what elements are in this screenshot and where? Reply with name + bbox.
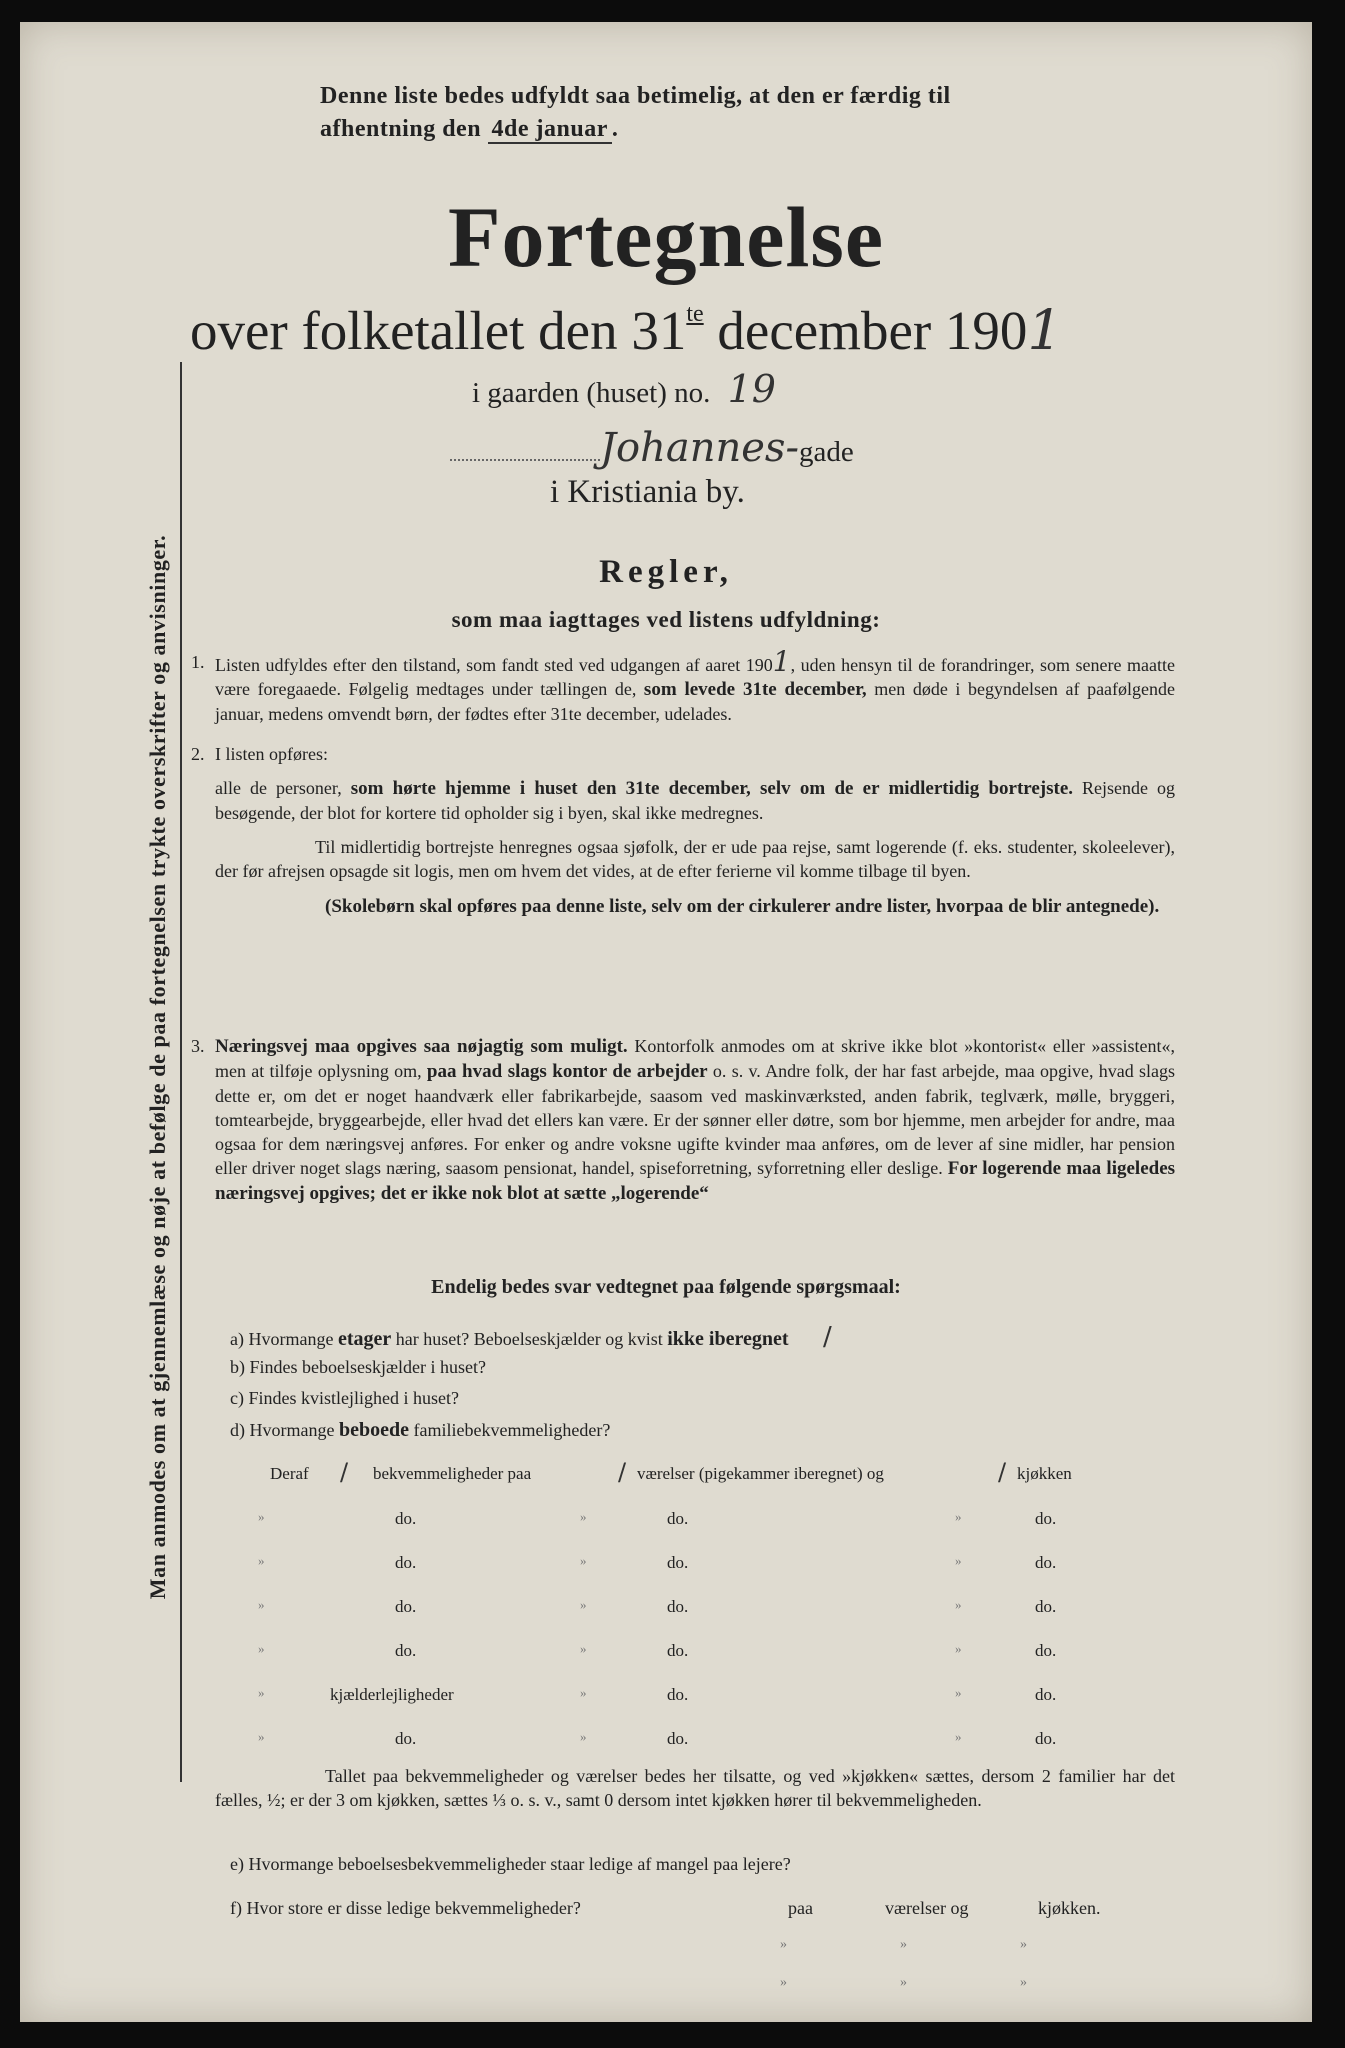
table-row-quote: »: [580, 1553, 587, 1568]
table-row-bekv: kjælderlejligheder: [330, 1685, 454, 1704]
question-d: d) Hvormange beboede familiebekvemmeligheder?: [230, 1419, 611, 1441]
notice-line2: afhentning den 4de januar .: [320, 116, 619, 142]
form-subtitle: over folketallet den $31^{te}$ december 1901: [190, 298, 1063, 362]
table-row-vaer: do.: [667, 1641, 689, 1660]
question-e: e) Hvormange beboelsesbekvemmeligheder staar ledige af mangel paa lejere?: [230, 1854, 791, 1874]
table-row-vaer: do.: [667, 1597, 689, 1616]
sidebar-instruction: Man anmodes om at gjennemlæse og nøje at befølge de paa fortegnelsen trykte overskrifter og anvisninger.: [145, 534, 170, 1600]
table-row-quote: »: [580, 1509, 587, 1524]
census-form-sheet: [20, 22, 1312, 2022]
rules-subheading: som maa iagttages ved listens udfyldning:: [451, 607, 881, 632]
table-row-bekv: do.: [395, 1509, 417, 1528]
year-handwritten: 1: [1027, 298, 1063, 362]
due-date: 4de januar: [488, 116, 612, 144]
table-row-quote: »: [258, 1509, 265, 1524]
notice: [320, 80, 1190, 146]
table-row-kjok: do.: [1035, 1597, 1057, 1616]
question-c: c) Findes kvistlejlighed i huset?: [230, 1388, 459, 1408]
final-questions-heading: Endelig bedes svar vedtegnet paa følgende spørgsmaal:: [431, 1276, 901, 1298]
table-row-bekv: do.: [395, 1641, 417, 1660]
question-f: f) Hvor store er disse ledige bekvemmeligheder? paa værelser og kjøkken.: [230, 1898, 1101, 1918]
table-row-quote: »: [258, 1685, 265, 1700]
table-row-quote: »: [258, 1729, 265, 1744]
table-row-kjok: do.: [1035, 1641, 1057, 1660]
table-row-quote: »: [580, 1729, 587, 1744]
notice-line1: Denne liste bedes udfyldt saa betimelig, at den er færdig til: [320, 83, 951, 109]
table-row-kjok: do.: [1035, 1553, 1057, 1572]
house-number-line: i gaarden (huset) no. 19: [472, 367, 776, 411]
table-row-quote: »: [955, 1597, 962, 1612]
table-row-vaer: do.: [667, 1509, 689, 1528]
table-row-vaer: do.: [667, 1685, 689, 1704]
table-row-bekv: do.: [395, 1729, 417, 1748]
table-row-kjok: do.: [1035, 1685, 1057, 1704]
table-row-vaer: do.: [667, 1729, 689, 1748]
table-row-quote: »: [955, 1729, 962, 1744]
dwellings-table: Deraf / bekvemmeligheder paa / værelser (pigekammer iberegnet) og / kjøkken » do. » do. » do. » do. » do. » do. » do. » do. » do. » do. » do. » do. » kjælderlejligheder » do. » do. » do. » do. » do.: [258, 1458, 1072, 1748]
city-line: i Kristiania by.: [550, 474, 745, 510]
table-row-kjok: do.: [1035, 1729, 1057, 1748]
street-handwritten: Johannes-: [600, 425, 799, 471]
rule-3: 3. Næringsvej maa opgives saa nøjagtig som muligt. Kontorfolk anmodes om at skrive ikke blot »kontorist« eller »assistent«, men at tilføje oplysning om, paa hvad slags kontor de arbejder o. s. v. Andre folk, der har fast arbejde, maa opgive, hvad slags dette er, om det er noget haandværk eller fabrikarbejde, saasom ved maskinværksted, anden fabrik, teglværk, mølle, bryggeri, tomtearbejde, bryggearbejde, eller hvad det ellers kan være. Er der sønner eller døtre, som bor hjemme, men arbejder for andre, maa ogsaa for dem næringsvej anføres. For enker og andre voksne ugifte kvinder maa anføres, om de lever af sine midler, har pension eller driver noget slags næring, saasom pensionat, handel, spiseforretning, syforretning eller deslige. For logerende maa ligeledes næringsvej opgives; det er ikke nok blot at sætte „logerende“: [191, 1036, 1176, 1204]
sidebar-rule: [180, 362, 182, 1782]
table-row-bekv: do.: [395, 1597, 417, 1616]
table-row-vaer: do.: [667, 1553, 689, 1572]
table-row-quote: »: [580, 1641, 587, 1656]
answer-a-mark: /: [823, 1322, 832, 1352]
street-line: Johannes-gade: [450, 425, 854, 471]
table-row-quote: »: [955, 1553, 962, 1568]
table-row-quote: »: [955, 1641, 962, 1656]
rule-2: 2. I listen opføres: alle de personer, som hørte hjemme i huset den 31te december, selv om de er midlertidig bortrejste. Rejsende og besøgende, der blot for kortere tid opholder sig i byen, skal ikke medregnes. Til midlertidig bortrejste henregnes ogsaa sjøfolk, der er ude paa rejse, samt logerende (f. eks. studenter, skoleelever), der før afrejsen opsagde sit logis, men om hvem det vides, at de efter ferierne vil komme tilbage til byen. (Skolebørn skal opføres paa denne liste, selv om der cirkulerer andre lister, hvorpaa de blir antegnede).: [191, 744, 1176, 917]
table-row-quote: »: [955, 1685, 962, 1700]
question-b: b) Findes beboelseskjælder i huset?: [230, 1357, 486, 1377]
house-number-handwritten: 19: [727, 367, 776, 411]
table-row-quote: »: [580, 1597, 587, 1612]
question-f-blank-rows: » » » » » »: [780, 1937, 1027, 1990]
table-row-quote: »: [955, 1509, 962, 1524]
form-title: Fortegnelse: [447, 189, 885, 285]
rule-1: 1. Listen udfyldes efter den tilstand, som fandt sted ved udgangen af aaret 1901, uden hensyn til de forandringer, som senere maatte være foregaaede. Følgelig medtages under tællingen de, som levede 31te december, men døde i begyndelsen af paafølgende januar, medens omvendt børn, der fødtes efter 31te december, udelades.: [191, 645, 1176, 724]
rules-heading: Regler,: [599, 554, 733, 590]
table-row-quote: »: [258, 1597, 265, 1612]
table-row-quote: »: [258, 1641, 265, 1656]
table-row-bekv: do.: [395, 1553, 417, 1572]
table-row-kjok: do.: [1035, 1509, 1057, 1528]
table-row-quote: »: [258, 1553, 265, 1568]
tallet-note: Tallet paa bekvemmeligheder og værelser bedes her tilsatte, og ved »kjøkken« sættes, dersom 2 familier har det fælles, ½; er der 3 om kjøkken, sættes ⅓ o. s. v., samt 0 dersom intet kjøkken hører til bekvemmeligheden.: [215, 1766, 1175, 1810]
question-a: a) Hvormange etager har huset? Beboelseskjælder og kvist ikke iberegnet /: [230, 1322, 832, 1352]
table-row-quote: »: [580, 1685, 587, 1700]
